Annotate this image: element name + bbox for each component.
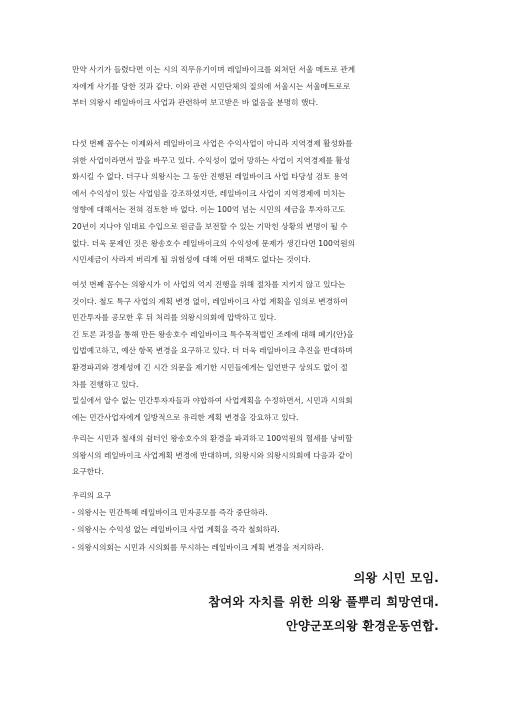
paragraph-line: 긴 토론 과정을 통해 만든 왕송호수 레일바이크 특수목적법인 조례에 대해 폐기(안)을 (72, 329, 354, 339)
paragraph-line: 차를 진행하고 있다. (72, 379, 139, 389)
paragraph-line: 밀실에서 알수 없는 민간투자자들과 야합하여 사업계획을 수정하면서, 시민과 시의회 (72, 396, 353, 406)
paragraph-line: 여섯 번째 꼼수는 의왕시가 이 사업의 억지 진행을 위해 절차를 지키지 않고 있다는 (72, 280, 346, 289)
signature-environment-federation: 안양군포의왕 환경운동연합. (286, 619, 439, 633)
paragraph-line: 자에게 사기를 당한 것과 같다. 이와 관련 시민단체의 질의에 서울시는 서울메트로로 (72, 81, 351, 91)
paragraph-1 (72, 62, 452, 112)
paragraph-line: 환경파괴와 경제성에 긴 시간 의문을 제기한 시민들에게는 일언반구 상의도 없이 절 (72, 362, 348, 372)
paragraph-line: 위한 사업이라면서 말을 바꾸고 있다. 수익성이 없어 망하는 사업이 지역경제를 활성 (72, 155, 351, 165)
paragraph-line: 것이다. 철도 특구 사업의 계획 변경 없이, 레일바이크 사업 계획을 임의로 변경하여 (72, 296, 348, 306)
paragraph-2 (72, 136, 452, 269)
paragraph-4 (72, 431, 452, 481)
paragraph-line: 입법예고하고, 예산 항목 변경을 요구하고 있다. 더 더욱 레일바이크 추진을 반대하며 (72, 346, 353, 356)
paragraph-line: 에서 수익성이 있는 사업임을 강조하였지만, 레일바이크 사업이 지역경제에 미치는 (72, 188, 346, 198)
paragraph-line: 요구한다. (72, 467, 105, 477)
paragraph-line: 우리는 시민과 철새의 쉼터인 왕송호수의 환경을 파괴하고 100억원의 혈세를 낭비할 (72, 434, 353, 443)
paragraph-line: 의왕시의 레일바이크 사업계획 변경에 반대하며, 의왕시와 의왕시의회에 다음과 같이 (72, 450, 353, 460)
paragraph-line: 부터 의왕시 레일바이크 사업과 관련하여 보고받은 바 없음을 분명히 했다. (72, 98, 319, 108)
demands-heading: 우리의 요구 (72, 491, 112, 500)
paragraph-3 (72, 277, 452, 426)
paragraph-line: 시민세금이 사라져 버리게 될 위험성에 대해 어떤 대책도 없다는 것이다. (72, 255, 311, 265)
paragraph-line: 만약 사기가 들렸다면 이는 시의 직무유기이며 레일바이크를 외쳐던 서울 메트로 관계 (72, 65, 356, 74)
demand-item: - 의왕시는 수익성 없는 레일바이크 사업 계획을 즉각 철회하라. (72, 525, 280, 535)
paragraph-line: 에는 민간사업자에게 일방적으로 유리한 계획 변경을 강요하고 있다. (72, 412, 299, 422)
paragraph-line: 민간투자를 공모한 후 뒤 처리를 의왕시의회에 압박하고 있다. (72, 313, 277, 323)
signature-grassroots-alliance: 참여와 자치를 위한 의왕 풀뿌리 희망연대. (208, 595, 439, 609)
paragraph-line: 20년이 지나야 임대료 수입으로 원금을 보전할 수 있는 기막힌 상황의 변명이 될 수 (72, 221, 348, 231)
signature-citizens-group: 의왕 시민 모임. (353, 571, 439, 585)
paragraph-line: 화시킬 수 없다. 더구나 의왕시는 그 동안 진행된 레일바이크 사업 타당성 검토 용역 (72, 172, 348, 182)
paragraph-line: 영향에 대해서는 전혀 검토한 바 없다. 이는 100억 넘는 시민의 세금을 투자하고도 (72, 205, 346, 215)
demand-item: - 의왕시의회는 시민과 시의회를 무시하는 레일바이크 계획 변경을 저지하라. (72, 542, 324, 552)
demand-item: - 의왕시는 민간특혜 레일바이크 민자공모를 즉각 중단하라. (72, 508, 268, 518)
paragraph-line: 없다. 더욱 문제인 것은 왕송호수 레일바이크의 수익성에 문제가 생긴다면 100억원의 (72, 238, 356, 248)
demands-list (72, 487, 324, 556)
paragraph-line: 다섯 번째 꼼수는 이제와서 레일바이크 사업은 수익사업이 아니라 지역경제 활성화를 (72, 139, 353, 148)
